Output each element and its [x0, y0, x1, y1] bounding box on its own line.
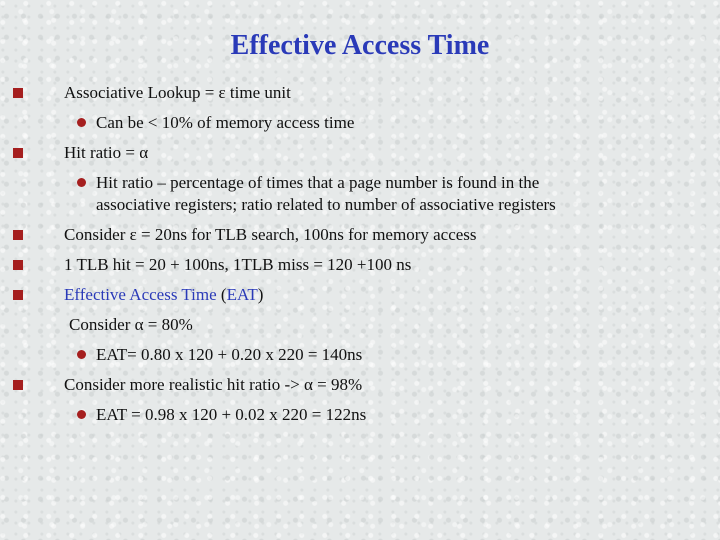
eat-close-paren: ) [257, 285, 264, 304]
bullet-hit-ratio: Hit ratio = α [64, 143, 149, 162]
square-bullet-icon [13, 260, 23, 270]
sub-bullet-eat-140: EAT= 0.80 x 120 + 0.20 x 220 = 140ns [96, 345, 363, 364]
square-bullet-icon [13, 88, 23, 98]
bullet-associative-lookup: Associative Lookup = ε time unit [64, 83, 291, 102]
bullet-tlb-hit-miss: 1 TLB hit = 20 + 100ns, 1TLB miss = 120 +100 ns [64, 255, 412, 274]
round-bullet-icon [77, 178, 86, 187]
round-bullet-icon [77, 410, 86, 419]
square-bullet-icon [13, 380, 23, 390]
eat-open-paren: ( [216, 285, 227, 304]
bullet-consider-epsilon: Consider ε = 20ns for TLB search, 100ns for memory access [64, 225, 477, 244]
slide-title: Effective Access Time [230, 30, 490, 61]
square-bullet-icon [13, 230, 23, 240]
bullet-realistic-hit-ratio: Consider more realistic hit ratio -> α = 98% [64, 375, 363, 394]
square-bullet-icon [13, 290, 23, 300]
sub-bullet-memory-access: Can be < 10% of memory access time [96, 113, 355, 132]
sub-bullet-eat-122: EAT = 0.98 x 120 + 0.02 x 220 = 122ns [96, 405, 367, 424]
sub-bullet-hit-ratio-line2: associative registers; ratio related to number of associative registers [96, 195, 556, 214]
round-bullet-icon [77, 118, 86, 127]
round-bullet-icon [77, 350, 86, 359]
sub-bullet-hit-ratio-line1: Hit ratio – percentage of times that a page number is found in the [96, 173, 540, 192]
eat-abbreviation: EAT [226, 285, 258, 304]
eat-term: Effective Access Time [64, 285, 217, 304]
bullet-consider-alpha-80: Consider α = 80% [69, 315, 193, 334]
bullet-effective-access-time [64, 284, 263, 306]
square-bullet-icon [13, 148, 23, 158]
